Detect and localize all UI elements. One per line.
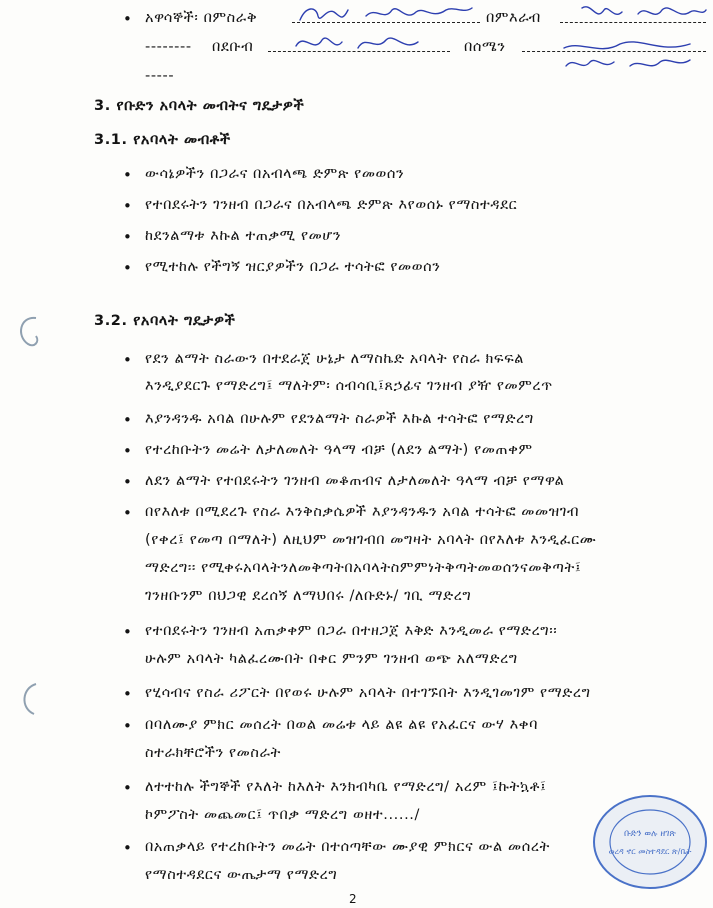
signature-east — [296, 2, 476, 26]
boundary-east-label: አዋሳኞች፡ በምስራቅ — [145, 10, 258, 26]
rights-item-4: • የሚተከሉ የችግኝ ዝርያዎችን በጋራ ተሳትፎ የመወሰን — [145, 259, 440, 275]
duties-item-4: • ለደን ልማት የተበደሩትን ገንዘብ መቆጠብና ለታለመለት ዓላማ ብቻ የማዋል — [145, 473, 564, 489]
duties-item-5-cont-1: (የቀረ፤ የመጣ በማለት) ለዚህም መዝገብበ መግዛት አባላት በየእለቱ እንዲፈርሙ — [145, 532, 597, 548]
duties-item-5-cont-3: ገንዘቡንም በህጋዊ ደረሰኝ ለማህበሩ /ለቡድኑ/ ገቢ ማድረግ — [145, 588, 472, 604]
punch-hole-bottom — [14, 680, 44, 720]
boundary-north-label: በሰሜን — [464, 39, 506, 55]
rights-item-1: • ውሳኔዎችን በጋራና በአብላጫ ድምጽ የመወሰን — [145, 166, 404, 182]
section-3-2-heading: 3.2. የአባላት ግዴታዎች — [94, 313, 236, 329]
duties-item-5: • በየእለቱ በሚደረጉ የስራ እንቅስቃሴዎች እያንዳንዱን አባል ተሳትፎ መመዝገብ — [145, 504, 579, 520]
duties-item-7: • የሂሳብና የስራ ሪፖርት በየወሩ ሁሉም አባላት በተገኙበት እንዲገመገም የማድረግ — [145, 685, 591, 701]
duties-item-1: • የደን ልማት ስራውን በተደራጀ ሁኔታ ለማስኬድ አባላት የስራ ክፍፍል — [145, 351, 524, 367]
boundaries-line-1 — [145, 10, 257, 26]
duties-item-9: • ለተተከሉ ችግኞች የእለት ከእለት እንክብካቤ የማድረግ/ አረም ፤ኩትኳቶ፤ — [145, 779, 547, 795]
signature-north — [560, 36, 700, 76]
duties-item-10: • በአጠቃላይ የተረከቡትን መሬት በተሰጣቸው ሙያዊ ምክርና ውል መሰረት — [145, 839, 550, 855]
boundary-south-label: በደቡብ — [212, 39, 254, 55]
duties-item-3: • የተረከቡትን መሬት ለታለመለት ዓላማ ብቻ (ለደን ልማት) የመጠቀም — [145, 442, 533, 458]
duties-item-9-cont: ኮምፖስት መጨመር፤ ጥበቃ ማድረግ ወዘተ....../ — [145, 807, 420, 823]
rights-item-2: • የተበደሩትን ገንዘብ በጋራና በአብላጫ ድምጽ እየወሰኑ የማስተዳደር — [145, 197, 517, 213]
duties-item-10-cont: የማስተዳደርና ውጤታማ የማድረግ — [145, 867, 338, 883]
duties-item-8-cont: ስተራክቸሮችን የመስራት — [145, 745, 281, 761]
rights-item-3: • ከደንልማቱ እኩል ተጠቃሚ የመሆን — [145, 228, 341, 244]
stamp-text-top: ቡድን ወሉ ዘገጽ — [624, 829, 676, 839]
punch-hole-top — [10, 312, 46, 352]
duties-item-5-cont-2: ማድረግ፡፡ የሚቀሩአባላትንለመቅጣትበአባላትስምምነትቅጣትመወሰንናመቅጣት፤ — [145, 560, 582, 576]
signature-west — [578, 0, 708, 26]
section-3-heading: 3. የቡድን አባላት መብትና ግዴታዎች — [94, 98, 305, 114]
section-3-1-heading: 3.1. የአባላት መብቶች — [94, 132, 231, 148]
duties-item-1-cont: እንዲያደርጉ የማድረግ፤ ማለትም፡ ሰብሳቢ፤ጸኃፊና ገንዘብ ያዥ የመምረጥ — [145, 378, 553, 394]
page-number: 2 — [349, 892, 357, 906]
stamp-text-bottom: ወረዳ ኖር መስተዳደር ጽ/ቤት — [608, 847, 692, 856]
official-stamp — [590, 792, 710, 892]
signature-south — [292, 30, 422, 58]
boundary-west-label: በምእራብ — [486, 10, 541, 26]
boundaries-line-3: ----- — [145, 68, 175, 84]
duties-item-2: • እያንዳንዱ አባል በሁሉም የደንልማት ስራዎች እኩል ተሳትፎ የማድረግ — [145, 411, 534, 427]
boundaries-line-2-prefix: -------- — [145, 39, 192, 55]
duties-item-6-cont: ሁሉም አባላት ካልፈረሙበት በቀር ምንም ገንዘብ ወጭ አለማድረግ — [145, 651, 518, 667]
duties-item-8: • በባለሙያ ምክር መሰረት በወል መሬቱ ላይ ልዩ ልዩ የአፈርና ውሃ እቀባ — [145, 717, 538, 733]
duties-item-6: • የተበደሩትን ገንዘብ አጠቃቀም በጋራ በተዘጋጀ እቅድ እንዲመራ የማድረግ፡፡ — [145, 623, 557, 639]
